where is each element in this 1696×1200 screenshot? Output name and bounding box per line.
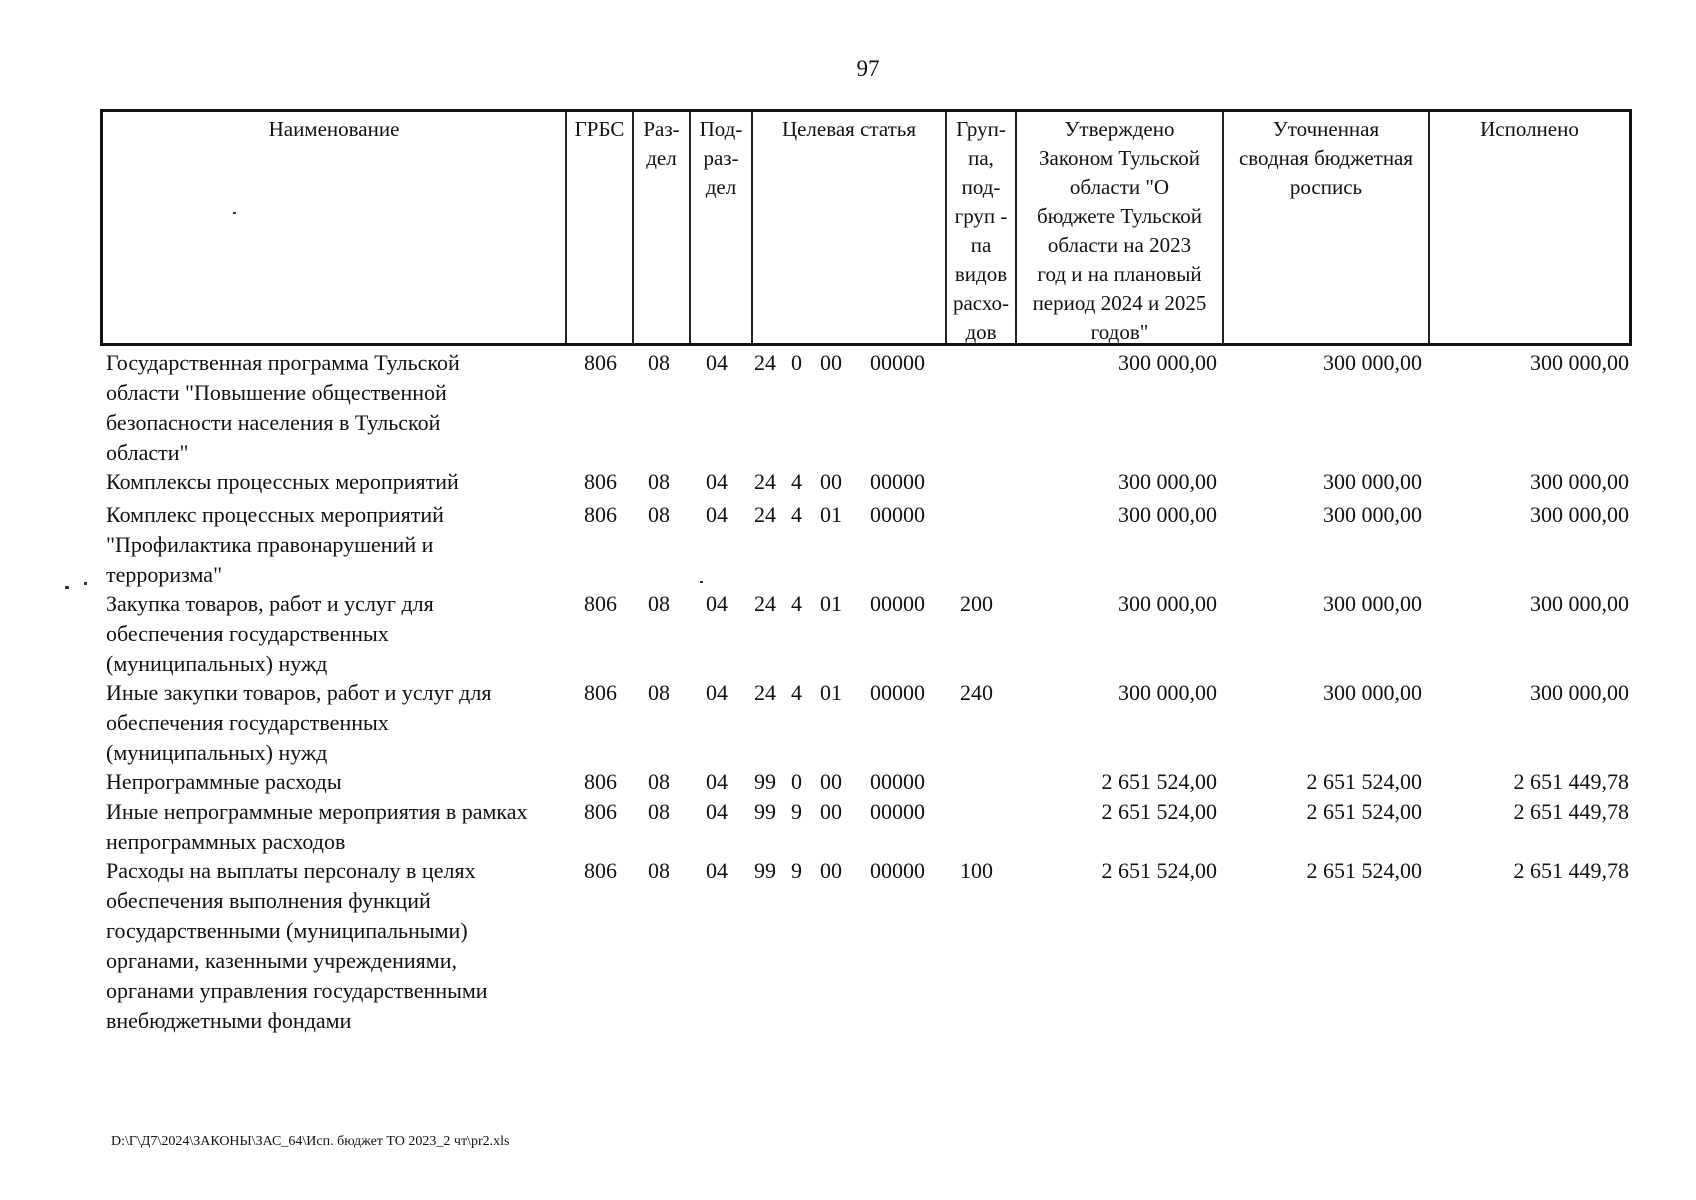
row-name-line: области "Повышение общественной: [106, 380, 447, 405]
row-name: [106, 348, 568, 468]
header-podrazdel-line: Под-: [699, 117, 743, 141]
cell-utochnennaya: 300 000,00: [1323, 680, 1422, 705]
cell-cs-direction: 00000: [870, 858, 925, 883]
cell-cs-direction: 00000: [870, 502, 925, 527]
row-name-line: терроризма": [106, 562, 223, 587]
row-name-line: обеспечения государственных: [106, 710, 389, 735]
header-grbs-line: ГРБС: [574, 117, 625, 141]
cell-cs-type: 9: [791, 858, 802, 883]
row-name-line: безопасности населения в Тульской: [106, 410, 441, 435]
header-gruppa-vidov-raskhodov: [947, 112, 1017, 343]
header-gruppa-line: Груп-: [956, 117, 1006, 141]
row-name: [106, 500, 568, 590]
cell-utverzhdeno: 300 000,00: [1118, 469, 1217, 494]
header-tselevaya-line: Целевая статья: [781, 117, 917, 141]
cell-utverzhdeno: 2 651 524,00: [1101, 769, 1217, 794]
header-utverzhdeno-line: год и на плановый: [1037, 262, 1202, 286]
cell-cs-type: 4: [791, 680, 802, 705]
cell-cs-program: 99: [754, 858, 776, 883]
cell-razdel: 08: [648, 769, 670, 794]
header-gruppa-line: па,: [968, 146, 994, 170]
cell-cs-direction: 00000: [870, 769, 925, 794]
row-name-line: области": [106, 440, 189, 465]
cell-ispolneno: 300 000,00: [1530, 350, 1629, 375]
cell-utochnennaya: 300 000,00: [1323, 591, 1422, 616]
table-header: [100, 109, 1632, 346]
cell-grbs: 806: [584, 502, 617, 527]
header-name: [103, 112, 567, 343]
header-utverzhdeno-line: годов": [1090, 320, 1149, 344]
header-utochnennaya-rospis: [1224, 112, 1430, 343]
row-name: [106, 678, 568, 768]
row-name-line: обеспечения государственных: [106, 621, 389, 646]
cell-razdel: 08: [648, 591, 670, 616]
row-name-line: Государственная программа Тульской: [106, 350, 460, 375]
cell-utochnennaya: 2 651 524,00: [1306, 858, 1422, 883]
row-name-line: (муниципальных) нужд: [106, 740, 328, 765]
cell-cs-program: 24: [754, 680, 776, 705]
cell-cs-type: 4: [791, 502, 802, 527]
cell-cs-direction: 00000: [870, 680, 925, 705]
header-ispolneno: [1430, 112, 1629, 343]
header-gruppa-line: груп -: [954, 204, 1008, 228]
cell-razdel: 08: [648, 350, 670, 375]
cell-utochnennaya: 300 000,00: [1323, 469, 1422, 494]
cell-grbs: 806: [584, 799, 617, 824]
cell-grbs: 806: [584, 680, 617, 705]
page-number: 97: [856, 56, 880, 81]
cell-utochnennaya: 300 000,00: [1323, 350, 1422, 375]
row-name-line: внебюджетными фондами: [106, 1008, 352, 1033]
cell-grbs: 806: [584, 469, 617, 494]
cell-ispolneno: 2 651 449,78: [1513, 799, 1629, 824]
header-utochnennaya-line: сводная бюджетная: [1238, 146, 1414, 170]
cell-cs-subprogram: 00: [820, 799, 842, 824]
scan-speck: [84, 582, 87, 585]
cell-cs-subprogram: 00: [820, 769, 842, 794]
header-razdel: [634, 112, 691, 343]
cell-cs-program: 24: [754, 502, 776, 527]
header-ispolneno-line: Исполнено: [1480, 117, 1579, 141]
header-name-line: Наименование: [268, 117, 400, 141]
cell-podrazdel: 04: [706, 469, 728, 494]
row-name-line: (муниципальных) нужд: [106, 651, 328, 676]
cell-razdel: 08: [648, 502, 670, 527]
cell-vid-raskhodov: 100: [960, 858, 993, 883]
cell-cs-type: 4: [791, 591, 802, 616]
cell-cs-subprogram: 01: [820, 502, 842, 527]
header-gruppa-line: расхо-: [952, 291, 1010, 315]
cell-utverzhdeno: 300 000,00: [1118, 502, 1217, 527]
cell-cs-type: 0: [791, 769, 802, 794]
cell-ispolneno: 2 651 449,78: [1513, 858, 1629, 883]
cell-grbs: 806: [584, 769, 617, 794]
header-utverzhdeno-line: период 2024 и 2025: [1032, 291, 1207, 315]
cell-ispolneno: 2 651 449,78: [1513, 769, 1629, 794]
cell-podrazdel: 04: [706, 591, 728, 616]
cell-podrazdel: 04: [706, 680, 728, 705]
header-podrazdel: [691, 112, 753, 343]
row-name: [106, 467, 568, 497]
cell-cs-type: 9: [791, 799, 802, 824]
cell-podrazdel: 04: [706, 769, 728, 794]
cell-podrazdel: 04: [706, 350, 728, 375]
cell-utochnennaya: 2 651 524,00: [1306, 799, 1422, 824]
row-name-line: Непрограммные расходы: [106, 769, 342, 794]
header-gruppa-line: дов: [965, 320, 997, 344]
header-utochnennaya-line: роспись: [1289, 175, 1363, 199]
cell-cs-subprogram: 00: [820, 858, 842, 883]
cell-ispolneno: 300 000,00: [1530, 469, 1629, 494]
cell-ispolneno: 300 000,00: [1530, 680, 1629, 705]
header-razdel-line: дел: [646, 146, 677, 170]
header-grbs: [567, 112, 634, 343]
row-name: [106, 797, 568, 857]
header-tselevaya-statya: [753, 112, 947, 343]
scan-speck: [65, 586, 69, 589]
header-utverzhdeno-line: области "О: [1069, 175, 1170, 199]
header-utverzhdeno-line: Утверждено: [1064, 117, 1175, 141]
cell-razdel: 08: [648, 799, 670, 824]
cell-grbs: 806: [584, 591, 617, 616]
row-name-line: обеспечения выполнения функций: [106, 888, 431, 913]
header-utochnennaya-line: Уточненная: [1272, 117, 1380, 141]
cell-cs-subprogram: 01: [820, 591, 842, 616]
header-gruppa-line: видов: [954, 262, 1008, 286]
header-utverzhdeno-line: бюджете Тульской: [1037, 204, 1202, 228]
header-razdel-line: Раз-: [643, 117, 680, 141]
cell-podrazdel: 04: [706, 799, 728, 824]
cell-podrazdel: 04: [706, 858, 728, 883]
row-name-line: Расходы на выплаты персоналу в целях: [106, 858, 476, 883]
cell-utverzhdeno: 300 000,00: [1118, 680, 1217, 705]
row-name-line: Закупка товаров, работ и услуг для: [106, 591, 434, 616]
cell-grbs: 806: [584, 350, 617, 375]
cell-cs-direction: 00000: [870, 799, 925, 824]
header-utverzhdeno-line: Законом Тульской: [1039, 146, 1200, 170]
row-name-line: Комплекс процессных мероприятий: [106, 502, 444, 527]
row-name: [106, 767, 568, 797]
cell-cs-program: 99: [754, 769, 776, 794]
scan-speck: [700, 581, 703, 583]
cell-grbs: 806: [584, 858, 617, 883]
header-gruppa-line: па: [970, 233, 992, 257]
row-name-line: государственными (муниципальными): [106, 918, 468, 943]
cell-ispolneno: 300 000,00: [1530, 502, 1629, 527]
cell-razdel: 08: [648, 858, 670, 883]
row-name-line: органами, казенными учреждениями,: [106, 948, 457, 973]
cell-ispolneno: 300 000,00: [1530, 591, 1629, 616]
header-podrazdel-line: раз-: [703, 146, 739, 170]
scan-speck: [233, 212, 236, 214]
cell-cs-program: 99: [754, 799, 776, 824]
cell-cs-program: 24: [754, 469, 776, 494]
cell-cs-direction: 00000: [870, 350, 925, 375]
cell-podrazdel: 04: [706, 502, 728, 527]
row-name-line: Иные непрограммные мероприятия в рамках: [106, 799, 528, 824]
cell-razdel: 08: [648, 469, 670, 494]
cell-utverzhdeno: 300 000,00: [1118, 591, 1217, 616]
cell-cs-program: 24: [754, 591, 776, 616]
cell-vid-raskhodov: 200: [960, 591, 993, 616]
header-podrazdel-line: дел: [705, 175, 737, 199]
cell-vid-raskhodov: 240: [960, 680, 993, 705]
cell-utverzhdeno: 2 651 524,00: [1101, 799, 1217, 824]
header-gruppa-line: под-: [961, 175, 1001, 199]
cell-cs-program: 24: [754, 350, 776, 375]
cell-razdel: 08: [648, 680, 670, 705]
cell-utochnennaya: 2 651 524,00: [1306, 769, 1422, 794]
row-name-line: Комплексы процессных мероприятий: [106, 469, 459, 494]
cell-cs-type: 4: [791, 469, 802, 494]
header-utverzhdeno-line: области на 2023: [1047, 233, 1192, 257]
row-name-line: Иные закупки товаров, работ и услуг для: [106, 680, 492, 705]
row-name-line: непрограммных расходов: [106, 829, 346, 854]
row-name: [106, 589, 568, 679]
cell-utverzhdeno: 300 000,00: [1118, 350, 1217, 375]
cell-cs-direction: 00000: [870, 591, 925, 616]
header-utverzhdeno: [1017, 112, 1224, 343]
row-name-line: "Профилактика правонарушений и: [106, 532, 434, 557]
row-name-line: органами управления государственными: [106, 978, 488, 1003]
row-name: [106, 856, 568, 1036]
cell-cs-subprogram: 01: [820, 680, 842, 705]
cell-utochnennaya: 300 000,00: [1323, 502, 1422, 527]
cell-cs-type: 0: [791, 350, 802, 375]
cell-utverzhdeno: 2 651 524,00: [1101, 858, 1217, 883]
cell-cs-direction: 00000: [870, 469, 925, 494]
file-path-footer: D:\Г\Д7\2024\ЗАКОНЫ\ЗАС_64\Исп. бюджет ТО 2023_2 чт\pr2.xls: [111, 1134, 510, 1149]
cell-cs-subprogram: 00: [820, 469, 842, 494]
cell-cs-subprogram: 00: [820, 350, 842, 375]
